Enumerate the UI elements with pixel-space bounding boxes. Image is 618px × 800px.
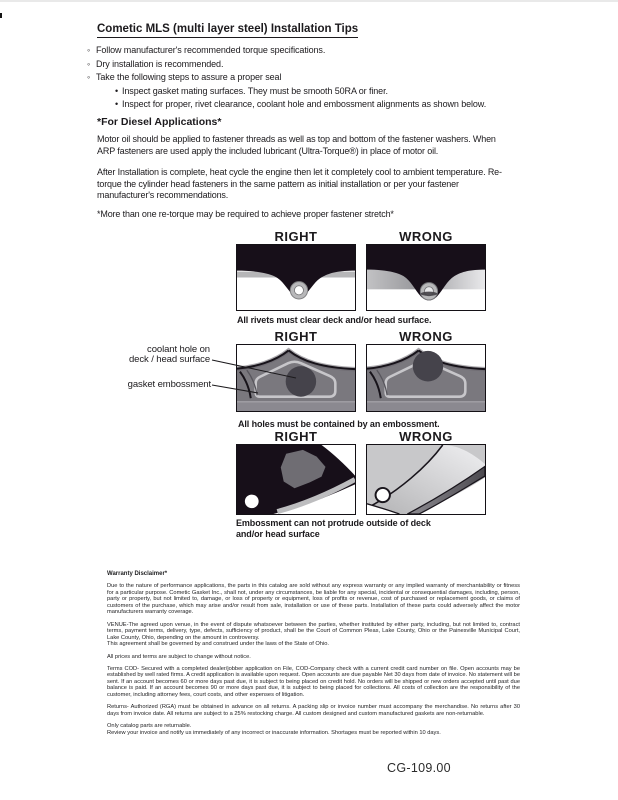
warranty-disclaimer-section [107, 571, 520, 742]
filled-bullet-icon: • [115, 85, 119, 96]
scan-speck-artifact [0, 13, 2, 18]
open-bullet-icon: ◦ [87, 72, 91, 82]
tip-text: Inspect gasket mating surfaces. They must be smooth 50RA or finer. [122, 85, 388, 96]
wrong-label: WRONG [399, 429, 453, 444]
right-label: RIGHT [274, 229, 318, 244]
legal-paragraph: Review your invoice and notify us immediately of any incorrect or inaccurate information. Shortages must be reported within 10 days. [107, 729, 441, 736]
annotation-line: deck / head surface [128, 354, 210, 365]
coolant-hole-annotation [95, 345, 210, 365]
protrusion-wrong-illustration [367, 445, 485, 514]
list-item [87, 44, 532, 58]
tip-text: Inspect for proper, rivet clearance, coolant hole and embossment alignments as shown below. [122, 99, 487, 109]
diesel-paragraph: Motor oil should be applied to fastener threads as well as top and bottom of the fastener washers. When ARP fasteners are used apply the included lubricant (Ultra-Torque®) in place of motor oil. [97, 134, 496, 156]
diagram-caption: All rivets must clear deck and/or head surface. [237, 315, 432, 325]
protrusion-right-illustration [237, 445, 355, 514]
tip-text: Dry installation is recommended. [96, 58, 224, 69]
warranty-disclaimer-heading: Warranty Disclaimer* [107, 571, 168, 577]
list-subitem [87, 98, 532, 112]
wrong-label: WRONG [399, 329, 453, 344]
page-number: CG-109.00 [387, 761, 451, 775]
installation-tips-list [87, 44, 532, 112]
legal-paragraph: Returns- Authorized (RGA) must be obtained in advance on all returns. A packing slip or invoice number must accompany the merchandise. No returns after 30 days from invoice date. All returns are subject to a 25% restocking charge. All custom designed and custom manufactured gaskets are non-returnable. [107, 704, 520, 717]
tip-text: Take the following steps to assure a proper seal [96, 72, 282, 82]
diagram-caption: All holes must be contained by an embossment. [238, 419, 440, 429]
filled-bullet-icon: • [115, 99, 119, 109]
list-subitem [87, 85, 532, 99]
diagram-embossment-wrong [366, 344, 486, 412]
list-item [87, 58, 532, 72]
diagram-embossment-right [236, 344, 356, 412]
annotation-line: coolant hole on [147, 344, 210, 355]
diagram-rivet-right [236, 244, 356, 311]
diagram-rivet-wrong [366, 244, 486, 311]
legal-paragraph: Terms COD- Secured with a completed dealer/jobber application on File, COD-Company check with a current credit card number on file. Open accounts may be established by well rated firms. A credit application is available upon request. Open accounts are due payable Net 30 days from date of invoice. No statement will be sent. If an account becomes 60 or more days past due, it is subject to being placed on credit hold. No orders will be shipped or new orders accepted until past due balance is paid. If an account becomes 90 or more days past due, it is subject to being placed for collections. All costs of collection are the responsibility of the customer, including attorney fees, court costs, and other expenses of litigation. [107, 665, 520, 698]
right-label: RIGHT [274, 329, 318, 344]
legal-paragraph: VENUE-The agreed upon venue, in the event of dispute whatsoever between the parties, whether instituted by either party, including, but not limited to, contract terms, payment terms, delivery, type, defects, sufficiency of product, shall be the Court of Common Pleas, Lake County, Ohio or the Painesville Municipal Court, Lake County, Ohio, depending on the amount in controversy. [107, 621, 520, 641]
diesel-paragraph: After Installation is complete, heat cycle the engine then let it completely cool to ambient temperature. Re-torque the cylinder head fasteners in the same pattern as initial installation or per your fastener manufacturer's recommendations. [97, 167, 502, 200]
diagram-protrusion-right [236, 444, 356, 515]
legal-paragraph: All prices and terms are subject to change without notice. [107, 653, 251, 660]
gasket-embossment-annotation: gasket embossment [127, 379, 211, 390]
wrong-label: WRONG [399, 229, 453, 244]
legal-paragraph: Only catalog parts are returnable. [107, 723, 192, 730]
open-bullet-icon: ◦ [87, 58, 91, 69]
legal-paragraph: This agreement shall be governed by and construed under the laws of the State of Ohio. [107, 641, 329, 648]
diagram-caption: Embossment can not protrude outside of deck and/or head surface [236, 518, 431, 539]
legal-paragraph: Due to the nature of performance applications, the parts in this catalog are sold without any express warranty or any implied warranty of merchantability or fitness for a particular purpose. Cometic Gasket Inc., shall not, under any circumstances, be liable for any special, incidental or consequential damages, including, person, party or property, but not limited to, damage, or loss of property or equipment, loss of profits or revenue, cost of purchased or replacement goods, or claims of customers of the purchase, which may arise and/or result from sale, installation or use of these parts. Installation of these parts could adversely affect the motor manufacturers warranty coverage. [107, 583, 520, 616]
right-label: RIGHT [274, 429, 318, 444]
tip-text: Follow manufacturer's recommended torque specifications. [96, 45, 326, 55]
diagram-protrusion-wrong [366, 444, 486, 515]
open-bullet-icon: ◦ [87, 45, 91, 55]
rivet-right-illustration [237, 245, 355, 310]
list-item [87, 71, 532, 85]
embossment-right-illustration [237, 345, 355, 411]
embossment-wrong-illustration [367, 345, 485, 411]
rivet-wrong-illustration [367, 245, 485, 310]
page-title: Cometic MLS (multi layer steel) Installation Tips [97, 23, 358, 38]
retorque-note: *More than one re-torque may be required to achieve proper fastener stretch* [97, 209, 394, 219]
diesel-applications-heading: *For Diesel Applications* [97, 116, 222, 128]
scan-edge-artifact [0, 0, 618, 2]
